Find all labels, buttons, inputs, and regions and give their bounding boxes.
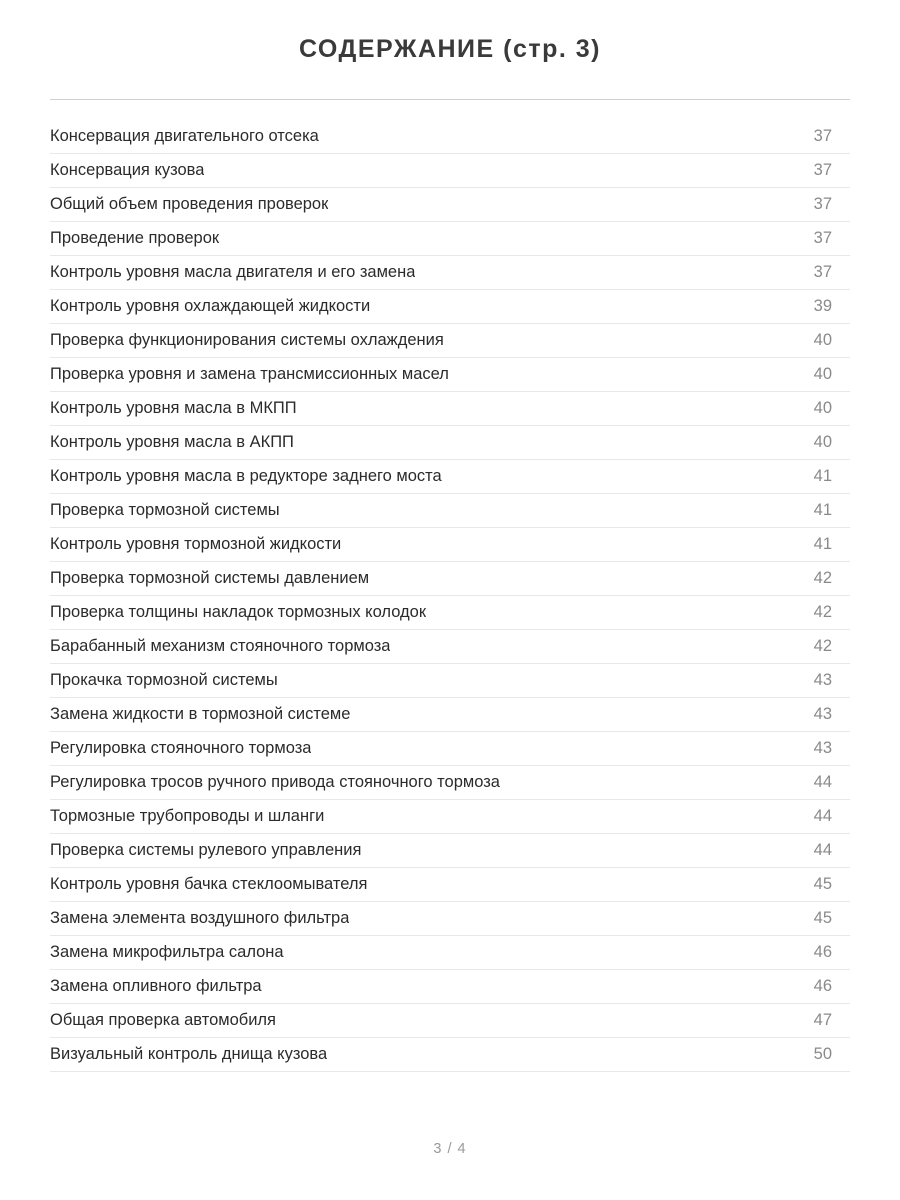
toc-row <box>50 664 850 698</box>
toc-entry-page-number: 37 <box>813 263 832 281</box>
toc-row <box>50 800 850 834</box>
toc-row <box>50 732 850 766</box>
toc-entry-page-number: 44 <box>813 773 832 791</box>
toc-entry-label: Проверка толщины накладок тормозных колодок <box>50 603 427 621</box>
toc-row <box>50 528 850 562</box>
toc-entry-label: Регулировка стояночного тормоза <box>50 739 312 757</box>
toc-entry-page-number: 41 <box>813 467 832 485</box>
toc-entry-page-number: 40 <box>813 365 832 383</box>
toc-entry-page-number: 46 <box>813 977 832 995</box>
toc-entry-page-number: 40 <box>813 331 832 349</box>
toc-row <box>50 1004 850 1038</box>
toc-entry-label: Контроль уровня масла в редукторе заднего моста <box>50 467 442 485</box>
toc-entry-page-number: 37 <box>813 195 832 213</box>
toc-row <box>50 358 850 392</box>
toc-row <box>50 222 850 256</box>
toc-entry-label: Проверка системы рулевого управления <box>50 841 362 859</box>
toc-row <box>50 834 850 868</box>
toc-entry-label: Контроль уровня охлаждающей жидкости <box>50 297 371 315</box>
toc-entry-label: Контроль уровня тормозной жидкости <box>50 535 342 553</box>
toc-row <box>50 630 850 664</box>
toc-entry-page-number: 50 <box>813 1045 832 1063</box>
page-footer <box>0 1140 900 1158</box>
toc-entry-label: Проверка тормозной системы <box>50 501 280 519</box>
toc-row <box>50 120 850 154</box>
toc-entry-label: Барабанный механизм стояночного тормоза <box>50 637 391 655</box>
toc-row <box>50 596 850 630</box>
toc-entry-page-number: 42 <box>813 603 832 621</box>
toc-entry-page-number: 45 <box>813 909 832 927</box>
toc-entry-label: Проведение проверок <box>50 229 220 247</box>
toc-entry-page-number: 43 <box>813 671 832 689</box>
toc-row <box>50 392 850 426</box>
toc-row <box>50 188 850 222</box>
toc-entry-page-number: 40 <box>813 399 832 417</box>
toc-entry-label: Тормозные трубопроводы и шланги <box>50 807 325 825</box>
toc-entry-label: Общий объем проведения проверок <box>50 195 329 213</box>
toc-entry-page-number: 39 <box>813 297 832 315</box>
toc-row <box>50 154 850 188</box>
toc-entry-page-number: 42 <box>813 569 832 587</box>
toc-entry-label: Проверка функционирования системы охлаждения <box>50 331 444 349</box>
toc-entry-page-number: 37 <box>813 127 832 145</box>
page-header <box>50 0 850 100</box>
toc-row <box>50 868 850 902</box>
toc-entry-label: Визуальный контроль днища кузова <box>50 1045 328 1063</box>
toc-entry-label: Контроль уровня масла в МКПП <box>50 399 297 417</box>
toc-entry-page-number: 44 <box>813 841 832 859</box>
toc-entry-page-number: 41 <box>813 501 832 519</box>
toc-entry-label: Регулировка тросов ручного привода стояночного тормоза <box>50 773 500 791</box>
toc-row <box>50 426 850 460</box>
page-title: СОДЕРЖАНИЕ (стр. 3) <box>298 35 602 63</box>
toc-entry-page-number: 42 <box>813 637 832 655</box>
page-indicator: 3 / 4 <box>433 1141 467 1157</box>
toc-entry-page-number: 41 <box>813 535 832 553</box>
toc-entry-label: Консервация кузова <box>50 161 205 179</box>
toc-entry-page-number: 46 <box>813 943 832 961</box>
toc-entry-page-number: 43 <box>813 739 832 757</box>
toc-row <box>50 324 850 358</box>
toc-row <box>50 256 850 290</box>
toc-entry-label: Консервация двигательного отсека <box>50 127 319 145</box>
toc-entry-label: Замена микрофильтра салона <box>50 943 284 961</box>
toc-entry-label: Контроль уровня масла двигателя и его замена <box>50 263 416 281</box>
toc-entry-label: Общая проверка автомобиля <box>50 1011 276 1029</box>
toc-entry-label: Замена опливного фильтра <box>50 977 262 995</box>
toc-entry-page-number: 43 <box>813 705 832 723</box>
toc-entry-page-number: 37 <box>813 229 832 247</box>
toc-row <box>50 698 850 732</box>
toc-row <box>50 460 850 494</box>
toc-entry-label: Проверка тормозной системы давлением <box>50 569 370 587</box>
toc-row <box>50 902 850 936</box>
toc-row <box>50 290 850 324</box>
toc-row <box>50 936 850 970</box>
toc-entry-label: Контроль уровня масла в АКПП <box>50 433 294 451</box>
toc-row <box>50 1038 850 1072</box>
toc-entry-page-number: 37 <box>813 161 832 179</box>
toc-entry-page-number: 47 <box>813 1011 832 1029</box>
toc-entry-page-number: 44 <box>813 807 832 825</box>
toc-row <box>50 562 850 596</box>
toc-entry-label: Контроль уровня бачка стеклоомывателя <box>50 875 368 893</box>
toc-row <box>50 494 850 528</box>
toc-row <box>50 970 850 1004</box>
toc-entry-label: Замена элемента воздушного фильтра <box>50 909 350 927</box>
toc-entry-label: Проверка уровня и замена трансмиссионных масел <box>50 365 449 383</box>
toc-entry-label: Замена жидкости в тормозной системе <box>50 705 351 723</box>
table-of-contents <box>50 120 850 1072</box>
toc-entry-page-number: 40 <box>813 433 832 451</box>
toc-entry-page-number: 45 <box>813 875 832 893</box>
toc-row <box>50 766 850 800</box>
toc-entry-label: Прокачка тормозной системы <box>50 671 278 689</box>
